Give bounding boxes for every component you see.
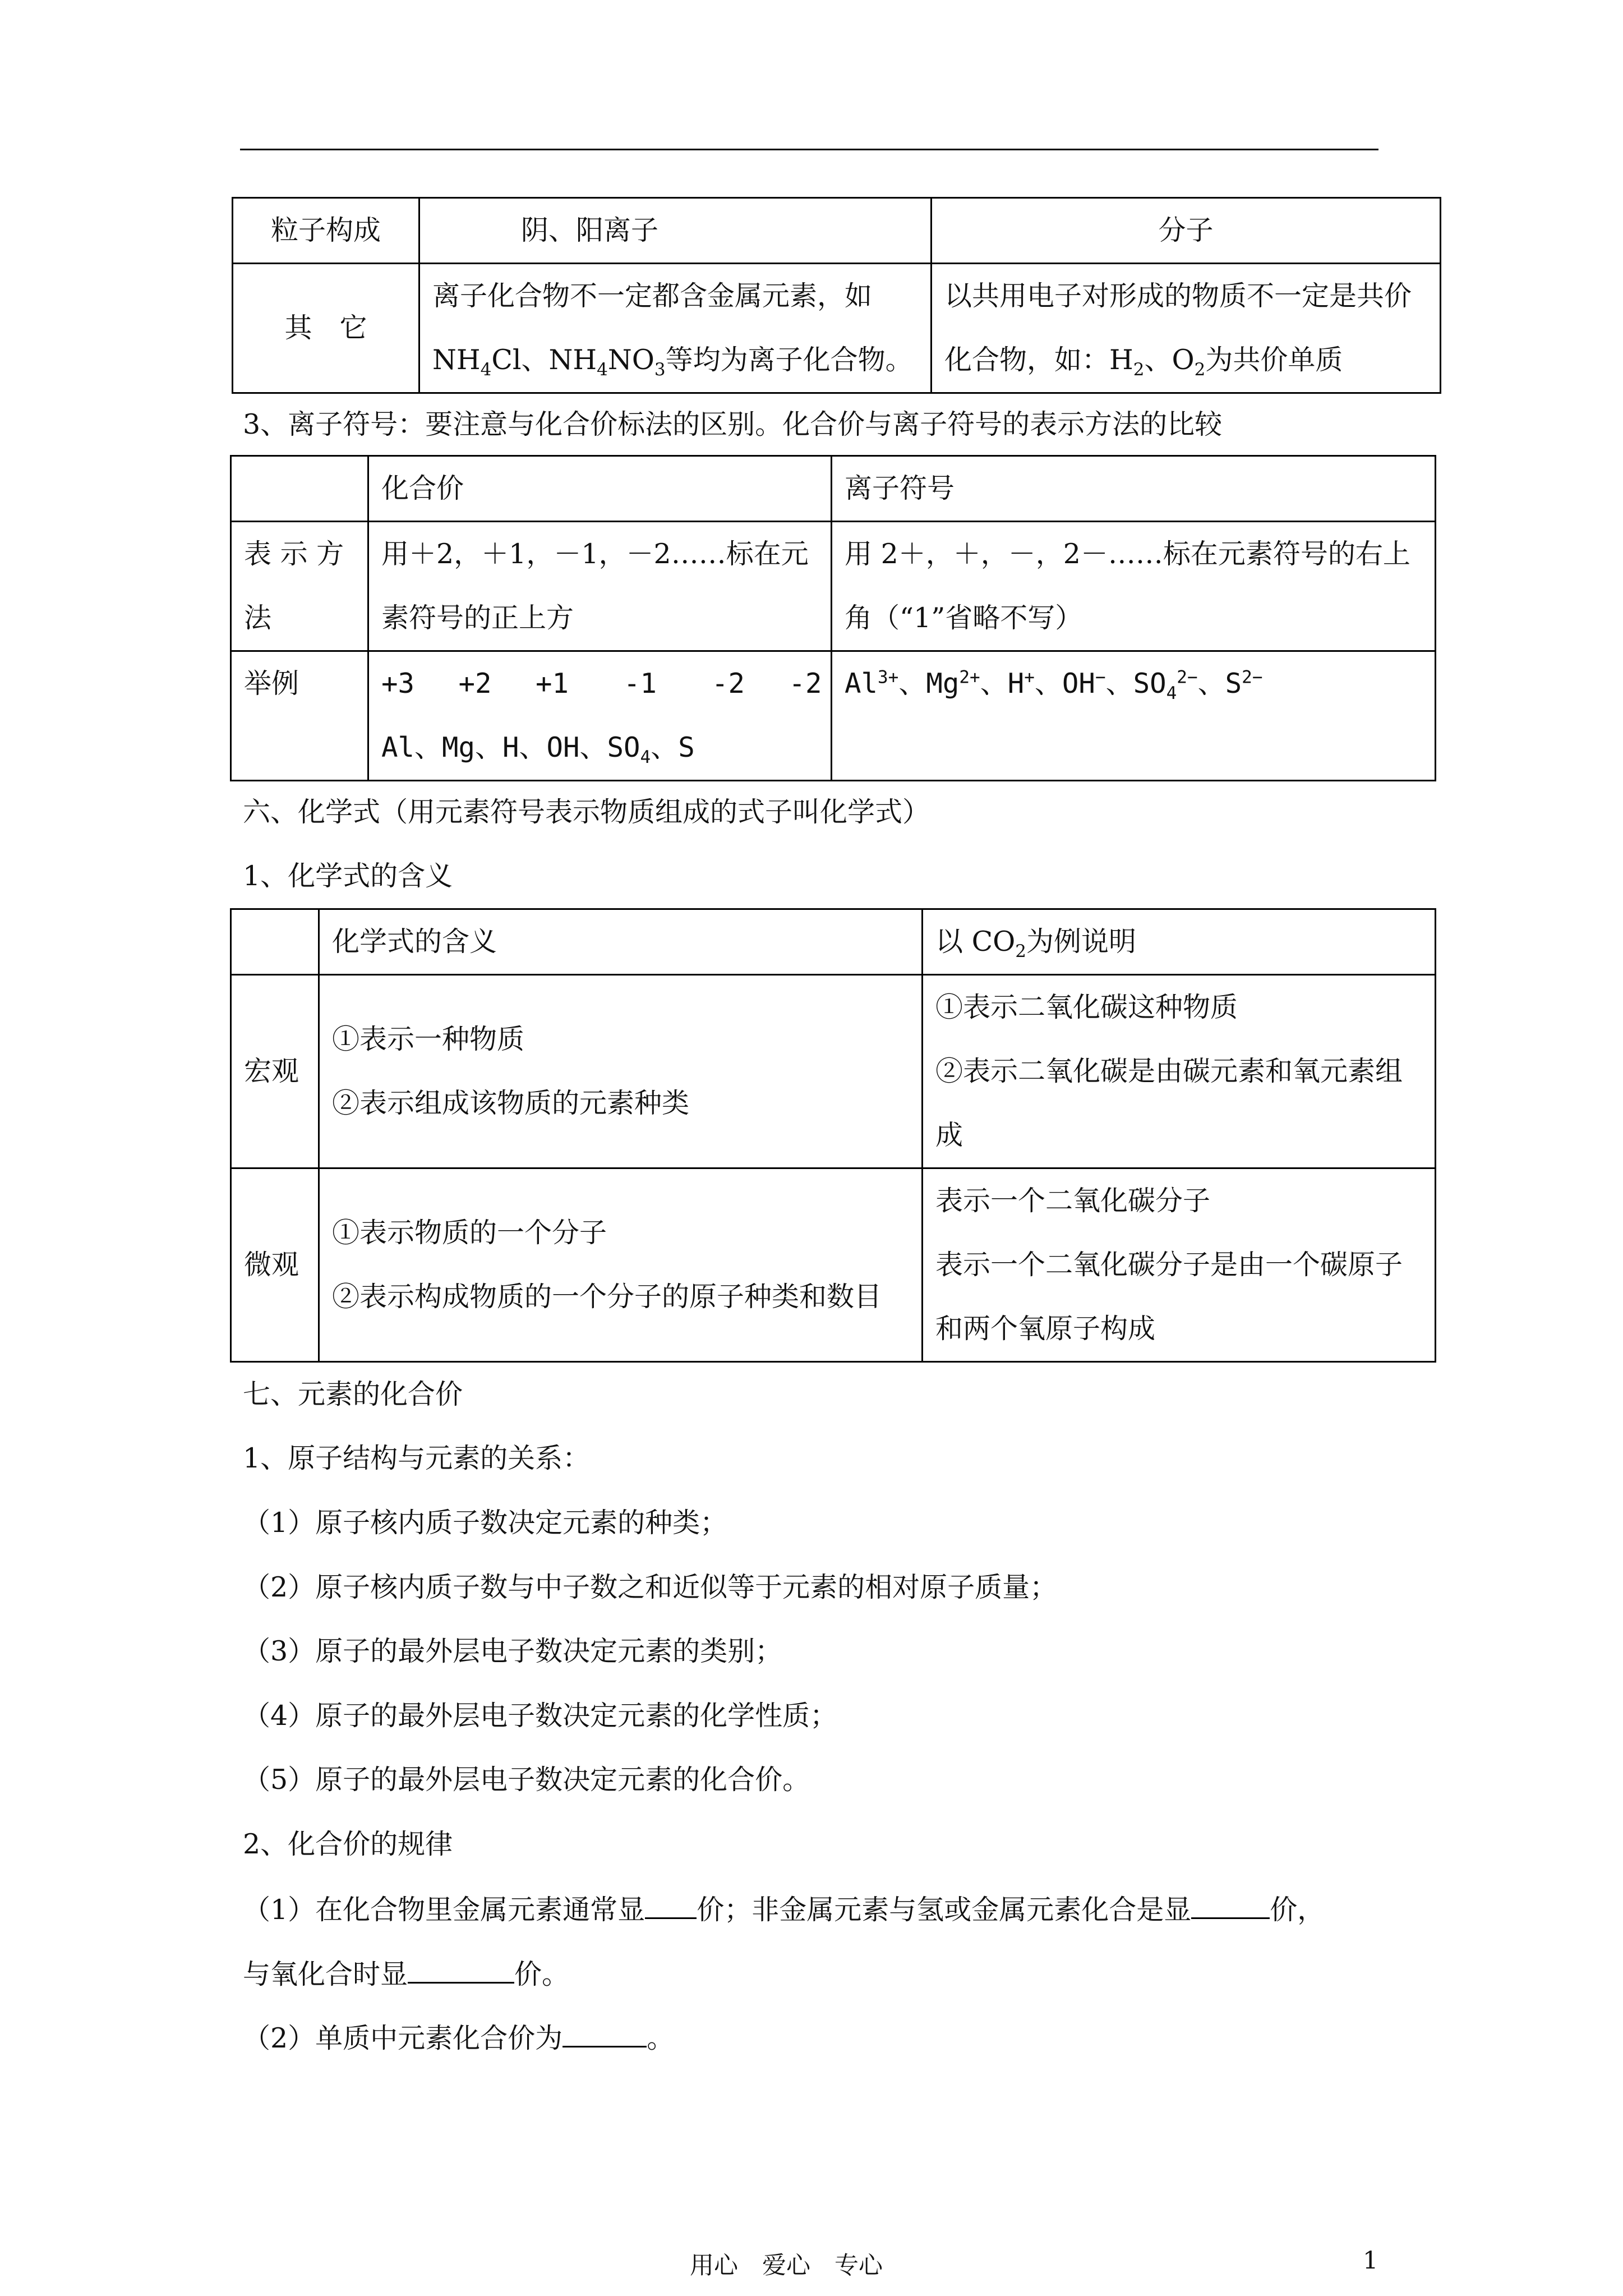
table-cell bbox=[832, 651, 1436, 781]
superscript: − bbox=[1095, 667, 1106, 688]
list-item: （1）原子核内质子数决定元素的种类； bbox=[243, 1507, 728, 1539]
table-cell bbox=[319, 1168, 923, 1362]
table-cell: 分子 bbox=[932, 198, 1441, 264]
column-header bbox=[923, 909, 1436, 975]
subscript: 4 bbox=[1166, 683, 1177, 703]
cell-line: 成 bbox=[935, 1119, 963, 1151]
cell-line bbox=[944, 328, 1427, 392]
text-run: 等均为离子化合物。 bbox=[665, 344, 913, 376]
text-run: 。 bbox=[647, 2022, 675, 2054]
cell-line: 素符号的正上方 bbox=[381, 602, 574, 634]
text-run: 化合物，如：H bbox=[944, 344, 1133, 376]
cell-line: ②表示组成该物质的元素种类 bbox=[332, 1087, 690, 1119]
row-label: 粒子构成 bbox=[233, 198, 419, 264]
footer-motto: 用心 爱心 专心 bbox=[690, 2252, 883, 2280]
cell-line: ②表示构成物质的一个分子的原子种类和数目 bbox=[332, 1281, 882, 1313]
answer-blank[interactable] bbox=[562, 2020, 647, 2047]
table-cell bbox=[832, 522, 1436, 651]
text-run: 、Mg bbox=[898, 668, 960, 700]
cell-line bbox=[845, 652, 1422, 716]
row-label: 举例 bbox=[231, 651, 368, 781]
section-line: 3、离子符号：要注意与化合价标法的区别。化合价与离子符号的表示方法的比较 bbox=[243, 408, 1223, 440]
text-run: 为例说明 bbox=[1026, 926, 1136, 958]
cell-line bbox=[432, 328, 918, 392]
cell-line: 表示一个二氧化碳分子是由一个碳原子 bbox=[935, 1249, 1403, 1281]
row-label: 微观 bbox=[231, 1168, 319, 1362]
subscript: 2 bbox=[1194, 359, 1206, 380]
text-run: 、OH bbox=[1034, 668, 1095, 700]
superscript: 3+ bbox=[878, 667, 899, 688]
cell-line: ①表示二氧化碳这种物质 bbox=[935, 991, 1238, 1023]
cell-line: 表 示 方 bbox=[244, 538, 344, 570]
list-item: （5）原子的最外层电子数决定元素的化合价。 bbox=[243, 1764, 810, 1796]
row-label: 宏观 bbox=[231, 975, 319, 1168]
superscript: + bbox=[1024, 667, 1035, 688]
text-run: 价。 bbox=[514, 1958, 570, 1990]
subscript: 2 bbox=[1015, 941, 1026, 961]
answer-blank[interactable] bbox=[408, 1956, 514, 1984]
text-run: 价；非金属元素与氢或金属元素化合是显 bbox=[697, 1894, 1192, 1926]
column-header: 化合价 bbox=[368, 456, 832, 522]
text-run: 为共价单质 bbox=[1205, 344, 1343, 376]
subscript: 3 bbox=[654, 359, 666, 380]
table-cell bbox=[368, 651, 832, 781]
list-item: （4）原子的最外层电子数决定元素的化学性质； bbox=[243, 1700, 838, 1732]
section-subtitle: 2、化合价的规律 bbox=[243, 1828, 453, 1860]
valence-ion-table bbox=[230, 455, 1436, 781]
table-cell bbox=[923, 975, 1436, 1168]
row-label: 其 它 bbox=[233, 264, 419, 393]
table-cell bbox=[231, 456, 368, 522]
table-cell bbox=[368, 522, 832, 651]
text-run: （1）在化合物里金属元素通常显 bbox=[243, 1894, 645, 1926]
cell-line: ①表示一种物质 bbox=[332, 1023, 525, 1055]
page-number: 1 bbox=[1363, 2247, 1378, 2275]
column-header: 化学式的含义 bbox=[319, 909, 923, 975]
text-run: （2）单质中元素化合价为 bbox=[243, 2022, 563, 2054]
subscript: 4 bbox=[640, 747, 651, 767]
table-cell bbox=[319, 975, 923, 1168]
row-label bbox=[231, 522, 368, 651]
list-item: （2）原子核内质子数与中子数之和近似等于元素的相对原子质量； bbox=[243, 1571, 1058, 1603]
text-run: 价， bbox=[1270, 1894, 1325, 1926]
text-run: Al bbox=[845, 668, 878, 700]
superscript: 2− bbox=[1177, 667, 1198, 688]
cell-line: +3 +2 +1 -1 -2 -2 bbox=[381, 668, 822, 700]
text-run: 、O bbox=[1144, 344, 1195, 376]
subscript: 2 bbox=[1133, 359, 1145, 380]
cell-line: 角（“1”省略不写） bbox=[845, 602, 1083, 634]
header-rule bbox=[240, 149, 1378, 150]
text-run: 以 CO bbox=[935, 926, 1016, 958]
text-run: 、S bbox=[1197, 668, 1242, 700]
text-run: Al、Mg、H、OH、SO bbox=[381, 731, 640, 763]
ionic-covalent-table bbox=[232, 197, 1441, 394]
cell-line: 以共用电子对形成的物质不一定是共价 bbox=[944, 280, 1412, 312]
cell-line: 表示一个二氧化碳分子 bbox=[935, 1185, 1211, 1217]
text-run: NH bbox=[432, 344, 481, 376]
superscript: 2+ bbox=[959, 667, 980, 688]
table-cell bbox=[231, 909, 319, 975]
fill-in-line bbox=[243, 2020, 674, 2055]
text-run: Cl、NH bbox=[491, 344, 597, 376]
section-title: 六、化学式（用元素符号表示物质组成的式子叫化学式） bbox=[243, 796, 930, 828]
table-cell: 阴、阳离子 bbox=[419, 198, 932, 264]
fill-in-line bbox=[243, 1956, 569, 1991]
cell-line: 用＋2，＋1，－1，－2……标在元 bbox=[381, 538, 809, 570]
cell-line: ①表示物质的一个分子 bbox=[332, 1217, 607, 1249]
section-subtitle: 1、化学式的含义 bbox=[243, 860, 453, 892]
section-title: 七、元素的化合价 bbox=[243, 1378, 463, 1410]
list-item: （3）原子的最外层电子数决定元素的类别； bbox=[243, 1635, 783, 1667]
answer-blank[interactable] bbox=[645, 1892, 697, 1919]
section-subtitle: 1、原子结构与元素的关系： bbox=[243, 1442, 591, 1474]
cell-line: 离子化合物不一定都含金属元素，如 bbox=[432, 280, 873, 312]
text-run: 、SO bbox=[1105, 668, 1166, 700]
table-cell bbox=[419, 264, 932, 393]
cell-line: 用 2＋，＋，－，2－……标在元素符号的右上 bbox=[845, 538, 1410, 570]
cell-line bbox=[381, 716, 818, 780]
column-header: 离子符号 bbox=[832, 456, 1436, 522]
text-run: NO bbox=[607, 344, 654, 376]
text-run: 与氧化合时显 bbox=[243, 1958, 408, 1990]
table-cell bbox=[932, 264, 1441, 393]
superscript: 2− bbox=[1242, 667, 1263, 688]
cell-line: 和两个氧原子构成 bbox=[935, 1313, 1156, 1345]
fill-in-line bbox=[243, 1892, 1325, 1927]
subscript: 4 bbox=[480, 359, 492, 380]
text-run: 、S bbox=[651, 731, 695, 763]
cell-line: 法 bbox=[244, 602, 272, 634]
subscript: 4 bbox=[597, 359, 608, 380]
table-cell bbox=[923, 1168, 1436, 1362]
text-run: 、H bbox=[980, 668, 1025, 700]
answer-blank[interactable] bbox=[1191, 1892, 1270, 1919]
cell-line: ②表示二氧化碳是由碳元素和氧元素组 bbox=[935, 1055, 1403, 1087]
chemical-formula-table bbox=[230, 908, 1436, 1363]
